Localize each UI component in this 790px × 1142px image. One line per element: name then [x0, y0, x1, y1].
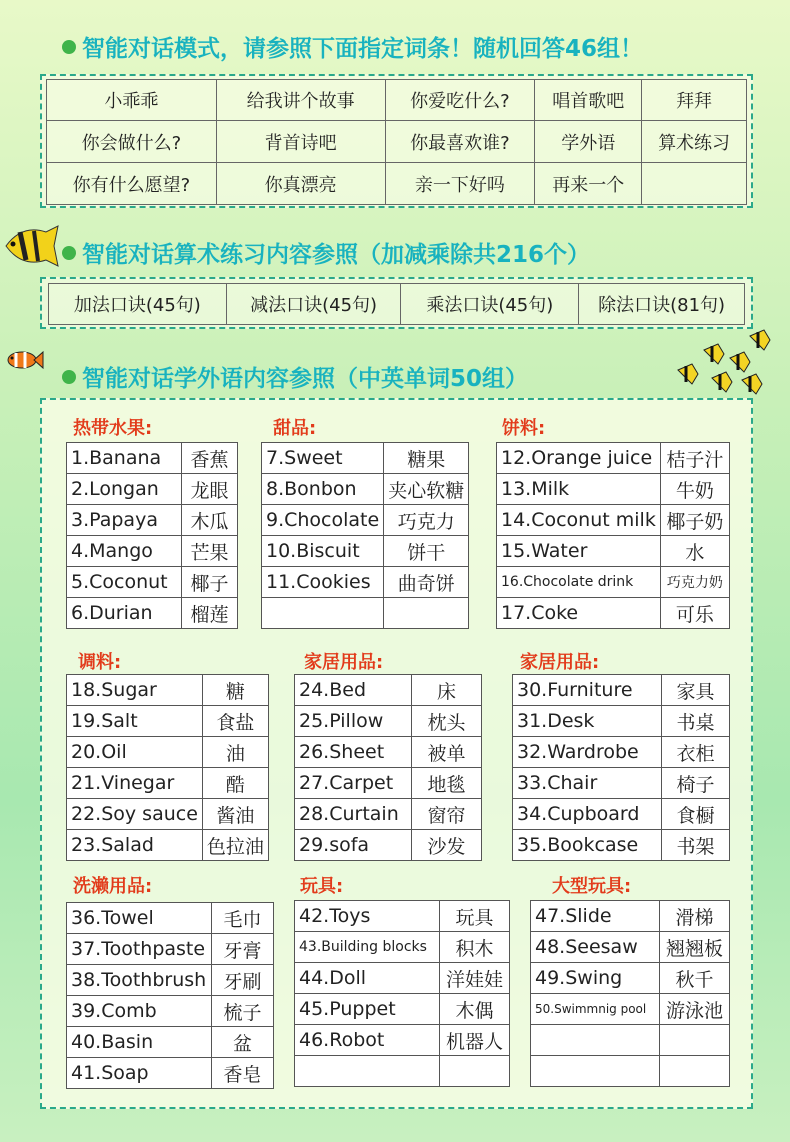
word-zh: 可乐	[660, 598, 729, 629]
word-en: 48.Seesaw	[531, 932, 660, 963]
word-en: 25.Pillow	[295, 706, 412, 737]
phrase-cell: 唱首歌吧	[535, 80, 642, 121]
word-zh: 玩具	[440, 901, 510, 932]
word-en: 26.Sheet	[295, 737, 412, 768]
word-zh: 水	[660, 536, 729, 567]
word-zh: 沙发	[412, 830, 482, 861]
word-zh: 秋千	[660, 963, 730, 994]
word-zh: 巧克力奶	[660, 567, 729, 598]
word-zh: 牛奶	[660, 474, 729, 505]
vocab-table-drinks	[496, 442, 730, 629]
word-en: 31.Desk	[513, 706, 662, 737]
word-en: 16.Chocolate drink	[497, 567, 661, 598]
word-zh: 滑梯	[660, 901, 730, 932]
word-zh: 椰子	[182, 567, 238, 598]
word-en: 35.Bookcase	[513, 830, 662, 861]
phrase-cell: 你真漂亮	[216, 163, 385, 205]
word-zh: 游泳池	[660, 994, 730, 1025]
word-en: 14.Coconut milk	[497, 505, 661, 536]
word-zh: 饼干	[384, 536, 469, 567]
word-en: 20.Oil	[67, 737, 203, 768]
category-title: 饼料:	[502, 418, 546, 439]
word-en: 10.Biscuit	[262, 536, 384, 567]
word-zh: 椰子奶	[660, 505, 729, 536]
word-en: 5.Coconut	[67, 567, 182, 598]
phrase-cell: 亲一下好吗	[385, 163, 535, 205]
word-zh: 被单	[412, 737, 482, 768]
word-zh	[440, 1056, 510, 1087]
word-en: 36.Towel	[67, 903, 212, 934]
category-title: 大型玩具:	[552, 876, 632, 897]
word-zh: 食橱	[662, 799, 730, 830]
word-en: 29.sofa	[295, 830, 412, 861]
arithmetic-cell: 减法口诀(45句)	[226, 284, 401, 325]
word-en: 46.Robot	[295, 1025, 440, 1056]
word-zh: 糖果	[384, 443, 469, 474]
vocab-table-fruit	[66, 442, 238, 629]
word-zh: 香皂	[212, 1058, 274, 1089]
word-zh: 书架	[662, 830, 730, 861]
word-en: 47.Slide	[531, 901, 660, 932]
angelfish-icon	[2, 222, 60, 270]
word-zh: 椅子	[662, 768, 730, 799]
word-zh: 龙眼	[182, 474, 238, 505]
section1-title: 智能对话模式，请参照下面指定词条！随机回答46组！	[62, 30, 643, 63]
phrase-cell: 你会做什么?	[47, 121, 217, 163]
word-zh: 木偶	[440, 994, 510, 1025]
word-zh: 毛巾	[212, 903, 274, 934]
word-en: 44.Doll	[295, 963, 440, 994]
word-en: 23.Salad	[67, 830, 203, 861]
word-en: 1.Banana	[67, 443, 182, 474]
word-zh: 榴莲	[182, 598, 238, 629]
fish-school-icon	[672, 328, 782, 400]
word-zh: 枕头	[412, 706, 482, 737]
vocab-table-seasoning	[66, 674, 269, 861]
word-en: 21.Vinegar	[67, 768, 203, 799]
word-en	[531, 1056, 660, 1087]
word-zh: 翘翘板	[660, 932, 730, 963]
phrase-cell: 背首诗吧	[216, 121, 385, 163]
dialog-table	[46, 79, 747, 205]
word-en: 50.Swimmnig pool	[531, 994, 660, 1025]
word-en: 33.Chair	[513, 768, 662, 799]
word-zh: 食盐	[202, 706, 268, 737]
arithmetic-cell: 加法口诀(45句)	[49, 284, 227, 325]
word-zh: 桔子汁	[660, 443, 729, 474]
vocab-table-large-toys	[530, 900, 730, 1087]
word-zh: 床	[412, 675, 482, 706]
bullet-icon	[62, 370, 76, 384]
section2-box	[40, 277, 753, 329]
word-en: 34.Cupboard	[513, 799, 662, 830]
clownfish-icon	[4, 348, 44, 372]
word-zh: 梳子	[212, 996, 274, 1027]
phrase-cell	[642, 163, 747, 205]
word-zh: 家具	[662, 675, 730, 706]
phrase-cell: 给我讲个故事	[216, 80, 385, 121]
phrase-cell: 小乖乖	[47, 80, 217, 121]
word-zh: 巧克力	[384, 505, 469, 536]
word-zh: 牙膏	[212, 934, 274, 965]
word-zh: 地毯	[412, 768, 482, 799]
word-zh: 窗帘	[412, 799, 482, 830]
word-en: 40.Basin	[67, 1027, 212, 1058]
phrase-cell: 再来一个	[535, 163, 642, 205]
word-zh: 机器人	[440, 1025, 510, 1056]
word-en: 22.Soy sauce	[67, 799, 203, 830]
word-zh: 香蕉	[182, 443, 238, 474]
category-title: 玩具:	[300, 876, 344, 897]
word-en: 11.Cookies	[262, 567, 384, 598]
word-en: 6.Durian	[67, 598, 182, 629]
word-zh: 色拉油	[202, 830, 268, 861]
word-en: 8.Bonbon	[262, 474, 384, 505]
arithmetic-cell: 乘法口诀(45句)	[401, 284, 579, 325]
word-en	[295, 1056, 440, 1087]
word-en: 42.Toys	[295, 901, 440, 932]
arithmetic-cell: 除法口诀(81句)	[579, 284, 745, 325]
vocab-table-household-2	[512, 674, 730, 861]
word-zh: 衣柜	[662, 737, 730, 768]
word-en: 28.Curtain	[295, 799, 412, 830]
word-zh: 牙刷	[212, 965, 274, 996]
word-en: 37.Toothpaste	[67, 934, 212, 965]
word-en: 43.Building blocks	[295, 932, 440, 963]
phrase-cell: 你有什么愿望?	[47, 163, 217, 205]
phrase-cell: 学外语	[535, 121, 642, 163]
word-zh: 木瓜	[182, 505, 238, 536]
word-en: 3.Papaya	[67, 505, 182, 536]
word-zh: 糖	[202, 675, 268, 706]
word-en: 13.Milk	[497, 474, 661, 505]
section1-box	[40, 74, 753, 208]
word-zh: 书桌	[662, 706, 730, 737]
word-en	[531, 1025, 660, 1056]
word-en: 32.Wardrobe	[513, 737, 662, 768]
arithmetic-table	[48, 283, 745, 325]
phrase-cell: 你最喜欢谁?	[385, 121, 535, 163]
word-en: 2.Longan	[67, 474, 182, 505]
word-zh: 曲奇饼	[384, 567, 469, 598]
phrase-cell: 算术练习	[642, 121, 747, 163]
word-en: 19.Salt	[67, 706, 203, 737]
word-en: 15.Water	[497, 536, 661, 567]
phrase-cell: 你爱吃什么?	[385, 80, 535, 121]
word-en: 4.Mango	[67, 536, 182, 567]
word-en: 18.Sugar	[67, 675, 203, 706]
word-zh	[660, 1056, 730, 1087]
word-en: 39.Comb	[67, 996, 212, 1027]
word-zh: 酱油	[202, 799, 268, 830]
word-zh: 盆	[212, 1027, 274, 1058]
word-en: 30.Furniture	[513, 675, 662, 706]
word-zh: 酷	[202, 768, 268, 799]
word-zh: 积木	[440, 932, 510, 963]
word-en: 17.Coke	[497, 598, 661, 629]
vocab-table-toys	[294, 900, 510, 1087]
category-title: 热带水果:	[73, 418, 153, 439]
word-en: 24.Bed	[295, 675, 412, 706]
vocab-table-dessert	[261, 442, 469, 629]
vocab-table-household-1	[294, 674, 482, 861]
bullet-icon	[62, 40, 76, 54]
category-title: 洗濑用品:	[73, 876, 153, 897]
word-en: 38.Toothbrush	[67, 965, 212, 996]
word-en	[262, 598, 384, 629]
word-zh: 洋娃娃	[440, 963, 510, 994]
vocab-table-toiletries	[66, 902, 274, 1089]
word-zh: 夹心软糖	[384, 474, 469, 505]
bullet-icon	[62, 246, 76, 260]
category-title: 家居用品:	[304, 652, 384, 673]
section2-title: 智能对话算术练习内容参照（加减乘除共216个）	[62, 236, 590, 269]
section3-title: 智能对话学外语内容参照（中英单词50组）	[62, 360, 528, 393]
word-en: 27.Carpet	[295, 768, 412, 799]
word-zh	[660, 1025, 730, 1056]
word-zh: 芒果	[182, 536, 238, 567]
word-en: 7.Sweet	[262, 443, 384, 474]
phrase-cell: 拜拜	[642, 80, 747, 121]
category-title: 调料:	[78, 652, 122, 673]
word-en: 12.Orange juice	[497, 443, 661, 474]
word-zh	[384, 598, 469, 629]
word-en: 45.Puppet	[295, 994, 440, 1025]
word-en: 41.Soap	[67, 1058, 212, 1089]
word-en: 9.Chocolate	[262, 505, 384, 536]
word-en: 49.Swing	[531, 963, 660, 994]
category-title: 家居用品:	[520, 652, 600, 673]
category-title: 甜品:	[273, 418, 317, 439]
word-zh: 油	[202, 737, 268, 768]
